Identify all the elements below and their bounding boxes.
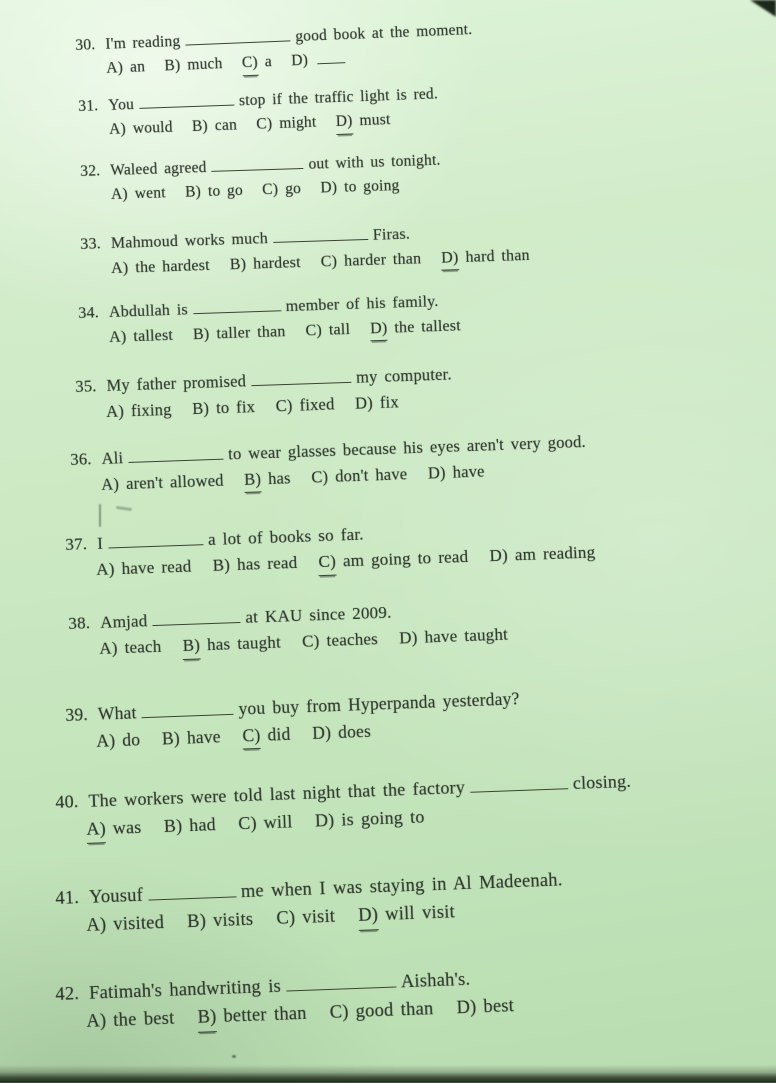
- question-number: 41.: [55, 888, 80, 909]
- option-letter: B): [229, 255, 247, 274]
- option-A: [109, 119, 173, 138]
- question-number: 34.: [78, 304, 100, 322]
- question-number: 31.: [78, 97, 99, 115]
- sentence-pre-text: I'm reading: [105, 32, 181, 53]
- option-letter: A): [95, 559, 115, 580]
- photo-corner-shadow: [750, 0, 776, 17]
- option-text: visit: [301, 907, 336, 929]
- option-text: teaches: [326, 629, 379, 651]
- answer-blank: [185, 28, 290, 46]
- question-number: 32.: [80, 162, 101, 180]
- option-text: to fix: [215, 396, 256, 418]
- option-C: [262, 181, 301, 199]
- option-B: [164, 56, 223, 75]
- option-letter: B): [164, 57, 181, 75]
- option-letter: C): [305, 322, 323, 340]
- option-letter: C): [329, 1002, 350, 1024]
- option-text: go: [284, 180, 302, 199]
- option-C-selected: [242, 54, 273, 72]
- option-letter: D): [398, 628, 418, 648]
- option-text: can: [214, 116, 238, 135]
- answer-blank: [251, 368, 351, 386]
- option-letter: A): [105, 401, 125, 421]
- option-letter-underlined: C): [242, 53, 259, 76]
- question-40: [55, 770, 632, 845]
- option-text: fixing: [130, 399, 172, 420]
- question-37: [65, 515, 617, 585]
- option-text: the tallest: [394, 317, 462, 337]
- option-text: hardest: [252, 254, 302, 273]
- option-text: good than: [355, 999, 434, 1023]
- option-text: better than: [223, 1004, 308, 1028]
- option-letter-underlined: B): [244, 468, 262, 492]
- option-letter: B): [191, 117, 209, 136]
- option-text: do: [121, 729, 141, 751]
- option-letter: A): [86, 1011, 107, 1033]
- option-D: [399, 625, 508, 648]
- sentence-post-text: closing.: [572, 770, 632, 794]
- question-30: [75, 20, 474, 83]
- option-text: am going to read: [342, 547, 469, 571]
- sentence-pre-text: Ali: [101, 448, 124, 468]
- sentence-post-text: to wear glasses because his eyes aren't very good.: [227, 431, 587, 464]
- option-letter: D): [290, 52, 309, 70]
- option-D: [315, 806, 425, 830]
- question-number: 37.: [65, 534, 88, 554]
- option-B: [192, 397, 256, 418]
- answer-blank: [152, 608, 240, 626]
- option-text: is going to: [340, 806, 425, 830]
- option-text: best: [483, 996, 515, 1018]
- option-text: was: [112, 816, 142, 838]
- option-C: [275, 394, 334, 415]
- stray-pencil-mark: [116, 506, 132, 511]
- option-text: taller than: [216, 323, 286, 343]
- option-letter: C): [276, 908, 296, 930]
- option-D-selected: [335, 112, 390, 131]
- option-C: [329, 1000, 433, 1024]
- option-D-selected: [358, 903, 455, 927]
- option-A: [109, 327, 173, 346]
- option-A-selected: [86, 817, 142, 839]
- option-letter: B): [161, 727, 181, 749]
- option-letter: C): [237, 812, 258, 834]
- option-text: don't have: [334, 464, 408, 486]
- sentence-pre-text: Mahmoud works much: [110, 230, 269, 253]
- question-number: 42.: [55, 984, 80, 1005]
- option-D: [320, 177, 400, 196]
- option-letter: A): [108, 120, 127, 139]
- option-text: visited: [112, 913, 165, 936]
- option-letter: D): [311, 722, 332, 744]
- question-number: 35.: [75, 376, 97, 396]
- option-B: [185, 182, 243, 201]
- option-letter: D): [314, 809, 335, 831]
- option-A: [106, 400, 172, 421]
- option-B-selected: [244, 468, 291, 489]
- option-text: to going: [343, 177, 400, 197]
- sentence-pre-text: Abdullah is: [108, 301, 189, 321]
- option-text: fixed: [299, 394, 335, 415]
- answer-blank: [273, 226, 368, 243]
- question-number: 30.: [75, 36, 96, 54]
- option-letter: A): [110, 259, 129, 278]
- option-letter-underlined: D): [335, 112, 353, 135]
- option-D: [489, 543, 595, 566]
- question-number: 38.: [68, 613, 91, 633]
- sentence-post-text: a lot of books so far.: [207, 524, 364, 550]
- question-sentence: [111, 226, 411, 252]
- option-letter-underlined: B): [197, 1006, 217, 1033]
- question-32: [80, 151, 442, 207]
- option-text: have: [452, 461, 485, 482]
- question-35: [75, 364, 453, 424]
- paper-bottom-edge-shadow: [0, 1065, 776, 1083]
- question-36: [70, 431, 587, 499]
- option-text: tallest: [133, 326, 174, 346]
- option-letter-underlined: D): [370, 318, 388, 342]
- option-D-selected: [441, 247, 530, 267]
- answer-blank: [286, 971, 397, 991]
- answer-blank: [148, 881, 237, 900]
- sentence-post-text: good book at the moment.: [294, 21, 473, 46]
- option-text: does: [337, 720, 372, 743]
- option-letter: D): [427, 462, 446, 483]
- answer-blank: [108, 530, 203, 548]
- sentence-post-text: stop if the traffic light is red.: [238, 85, 439, 110]
- option-text: might: [278, 114, 317, 133]
- option-letter: B): [192, 325, 210, 344]
- option-text: visits: [212, 910, 254, 932]
- answer-blank: [470, 773, 569, 792]
- option-text: have read: [121, 557, 192, 579]
- sentence-pre-text: My father promised: [106, 371, 247, 395]
- option-text: must: [359, 111, 391, 130]
- question-sentence: [97, 525, 364, 553]
- question-41: [55, 868, 564, 941]
- option-C: [320, 250, 421, 270]
- answer-blank: [139, 92, 234, 109]
- sentence-post-text: out with us tonight.: [308, 151, 441, 173]
- option-B: [187, 910, 254, 932]
- option-text: fix: [379, 392, 400, 412]
- option-C-selected: [242, 724, 291, 746]
- option-C: [256, 114, 317, 133]
- option-A: [96, 557, 192, 579]
- option-letter: D): [320, 179, 338, 197]
- option-letter: D): [456, 997, 477, 1019]
- option-text: has read: [236, 553, 298, 575]
- option-letter: A): [98, 638, 118, 659]
- option-D: [456, 997, 514, 1019]
- option-A: [111, 185, 166, 204]
- answer-blank: [211, 155, 303, 172]
- option-D: [428, 461, 485, 482]
- option-text: did: [267, 723, 291, 745]
- option-text: will visit: [384, 902, 456, 926]
- option-letter: A): [105, 59, 124, 78]
- option-letter-underlined: D): [358, 904, 379, 931]
- option-A: [96, 729, 140, 751]
- sentence-pre-text: The workers were told last night that the factory: [88, 776, 466, 811]
- option-letter: D): [489, 546, 509, 566]
- question-34: [78, 290, 481, 352]
- question-sentence: [110, 152, 441, 179]
- question-38: [68, 597, 530, 664]
- option-B: [163, 814, 216, 836]
- option-A: [106, 59, 145, 78]
- option-letter: C): [262, 181, 279, 199]
- option-text: much: [187, 55, 223, 74]
- option-letter: B): [186, 911, 207, 933]
- question-39: [65, 687, 521, 756]
- answer-blank: [192, 297, 280, 314]
- option-C: [276, 907, 335, 929]
- option-B: [192, 117, 238, 136]
- option-text: an: [129, 58, 146, 77]
- option-letter: C): [310, 466, 329, 487]
- question-33: [80, 219, 550, 282]
- option-B-selected: [197, 1004, 307, 1028]
- option-letter-underlined: C): [242, 724, 261, 750]
- option-D: [291, 51, 347, 70]
- option-letter: C): [301, 631, 320, 652]
- stray-pencil-mark: [232, 1055, 236, 1058]
- sentence-post-text: member of his family.: [285, 293, 439, 316]
- option-text: will: [263, 811, 293, 833]
- question-number: 36.: [70, 449, 92, 469]
- sentence-pre-text: Waleed agreed: [110, 159, 207, 180]
- option-letter-underlined: C): [318, 551, 336, 576]
- option-A: [111, 257, 210, 277]
- question-number: 40.: [55, 791, 79, 812]
- option-C: [305, 321, 350, 339]
- sentence-post-text: Aishah's.: [400, 969, 471, 993]
- answer-blank: [128, 445, 223, 463]
- option-letter-underlined: B): [182, 635, 200, 660]
- stray-pencil-mark: [99, 504, 101, 527]
- option-letter: A): [96, 730, 116, 751]
- option-B: [230, 254, 302, 273]
- option-text: has taught: [206, 633, 282, 655]
- option-A: [101, 470, 224, 493]
- option-text: would: [132, 119, 173, 138]
- question-sentence: [100, 603, 392, 632]
- option-text: harder than: [343, 250, 422, 270]
- option-A: [86, 913, 164, 936]
- option-letter: A): [86, 915, 107, 937]
- option-text: has: [267, 468, 292, 488]
- sentence-post-text: at KAU since 2009.: [245, 602, 392, 627]
- option-B: [212, 553, 297, 575]
- sentence-pre-text: Fatimah's handwriting is: [88, 976, 282, 1004]
- option-C: [238, 811, 293, 833]
- option-B: [193, 323, 286, 343]
- option-text: tall: [328, 321, 351, 339]
- option-C-selected: [318, 547, 468, 571]
- option-A: [86, 1009, 175, 1032]
- sentence-post-text: Firas.: [372, 225, 411, 244]
- option-D-selected: [370, 317, 461, 337]
- option-C: [311, 464, 408, 486]
- option-letter: C): [320, 253, 338, 271]
- option-text: am reading: [514, 542, 596, 565]
- question-number: 39.: [65, 704, 89, 725]
- option-text: the best: [112, 1009, 175, 1032]
- option-text: hard than: [465, 246, 531, 267]
- option-letter: A): [108, 328, 127, 347]
- option-C: [302, 630, 378, 652]
- option-letter-underlined: A): [86, 817, 106, 843]
- question-42: [55, 965, 538, 1037]
- sentence-pre-text: I: [96, 533, 104, 553]
- option-letter: D): [354, 392, 374, 413]
- option-letter: B): [184, 183, 202, 202]
- option-text: teach: [124, 637, 162, 658]
- sentence-pre-text: What: [97, 702, 137, 724]
- option-letter: B): [191, 398, 210, 418]
- option-B: [162, 726, 221, 748]
- sentence-post-text: me when I was staying in Al Madeenah.: [240, 870, 563, 903]
- option-letter: A): [110, 185, 129, 204]
- sentence-pre-text: Amjad: [99, 611, 148, 632]
- sentence-pre-text: You: [108, 96, 135, 114]
- option-text: the hardest: [135, 257, 211, 277]
- answer-blank: [141, 699, 234, 718]
- option-text: went: [134, 184, 166, 203]
- option-text: have: [186, 726, 222, 748]
- option-text: aren't allowed: [125, 470, 224, 493]
- option-D: [355, 392, 399, 412]
- question-31: [78, 84, 439, 143]
- option-letter: B): [163, 815, 183, 836]
- option-D: [312, 721, 371, 743]
- option-letter: A): [100, 474, 120, 494]
- option-letter: B): [212, 555, 231, 576]
- option-text: a: [264, 53, 273, 71]
- option-letter: C): [256, 115, 273, 134]
- option-letter: C): [275, 395, 293, 416]
- sentence-pre-text: Yousuf: [88, 885, 144, 908]
- sentence-post-text: you buy from Hyperpanda yesterday?: [238, 688, 520, 719]
- option-B-selected: [182, 633, 281, 655]
- option-blank: [317, 50, 346, 65]
- option-text: had: [188, 813, 217, 835]
- option-letter-underlined: D): [441, 247, 459, 271]
- option-A: [99, 637, 162, 658]
- option-text: to go: [207, 182, 244, 201]
- option-text: have taught: [424, 625, 509, 648]
- sentence-post-text: my computer.: [355, 364, 452, 387]
- question-number: 33.: [80, 235, 102, 253]
